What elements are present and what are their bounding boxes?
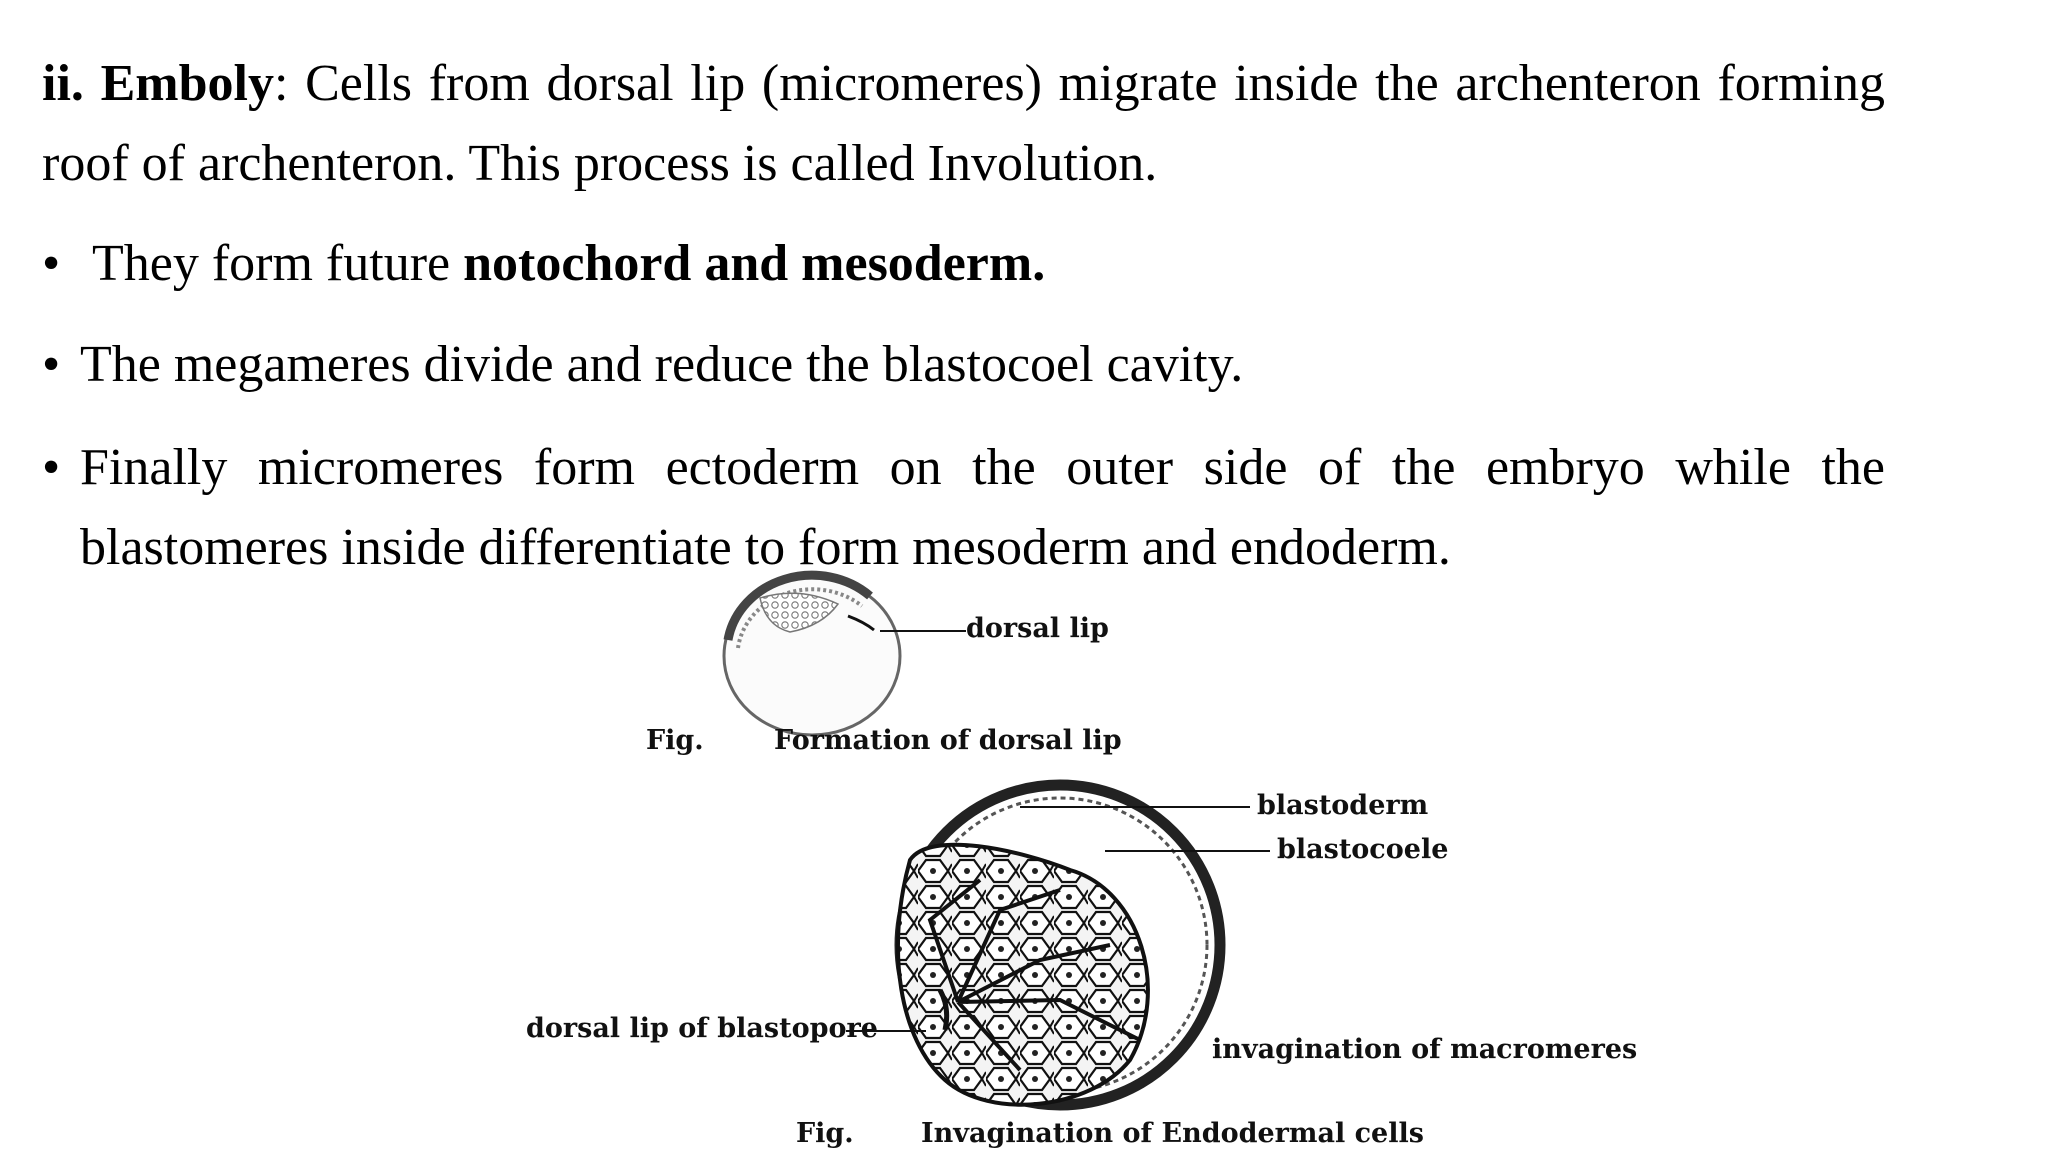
figure1-caption: Formation of dorsal lip [774, 725, 1122, 756]
invagination-diagram [898, 785, 1220, 1105]
bullet-icon: • [42, 336, 61, 393]
leader-line [1020, 806, 1250, 808]
leader-line [880, 630, 966, 632]
figure2-caption-fig: Fig. [796, 1118, 854, 1149]
bullet-text: They form future [92, 235, 464, 292]
figure1-caption-fig: Fig. [646, 725, 704, 756]
leader-line [1105, 850, 1270, 852]
figure2-caption: Invagination of Endodermal cells [921, 1118, 1424, 1149]
emboly-heading: ii. Emboly [42, 55, 274, 112]
bullet-icon: • [42, 235, 61, 292]
bullet-text: The megameres divide and reduce the blastocoel cavity. [80, 336, 1244, 393]
bullet-text: Finally micromeres form ectoderm on the outer side of the embryo while the blastomeres inside differentiate to form mesoderm and endoderm. [80, 439, 1885, 576]
dorsal-lip-diagram [724, 575, 900, 735]
label-dorsal-lip-of-blastopore: dorsal lip of blastopore [526, 1013, 878, 1044]
bullet-bold-text: notochord and mesoderm. [463, 235, 1046, 292]
bullet-icon: • [42, 439, 61, 496]
leader-line [846, 1030, 926, 1032]
label-blastoderm: blastoderm [1257, 790, 1429, 821]
label-dorsal-lip: dorsal lip [966, 613, 1109, 644]
label-invagination-of-macromeres: invagination of macromeres [1212, 1034, 1638, 1065]
emboly-description: : Cells from dorsal lip (micromeres) migrate inside the archenteron forming roof of archenteron. This process is called Involution. [42, 55, 1885, 192]
label-blastocoele: blastocoele [1277, 834, 1449, 865]
